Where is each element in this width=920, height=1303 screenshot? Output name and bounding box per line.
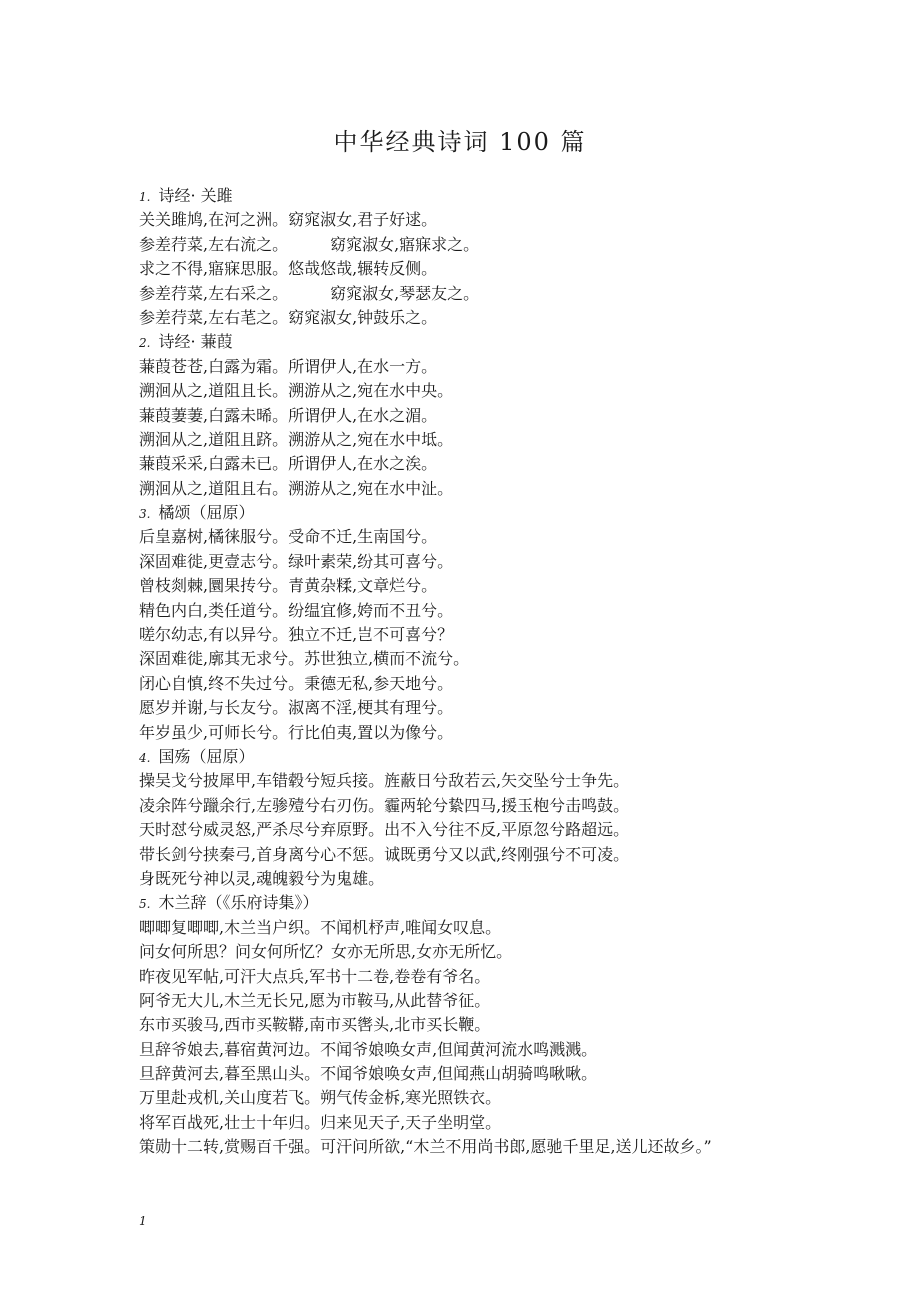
poem-title: 诗经· 蒹葭: [158, 332, 233, 352]
poem-line: 溯洄从之,道阻且长。溯游从之,宛在水中央。: [139, 381, 454, 401]
poem-line: [139, 282, 779, 306]
poem-line: 天时怼兮威灵怒,严杀尽兮弃原野。出不入兮往不反,平原忽兮路超远。: [139, 820, 630, 840]
poem-line: 身既死兮神以灵,魂魄毅兮为鬼雄。: [139, 868, 385, 888]
poem-line: 蒹葭萋萋,白露未晞。所谓伊人,在水之湄。: [139, 405, 438, 425]
poem-line: 后皇嘉树,橘徕服兮。受命不迁,生南国兮。: [139, 527, 438, 547]
poem-heading: [139, 501, 779, 525]
poem-line: 唧唧复唧唧,木兰当户织。不闻机杼声,唯闻女叹息。: [139, 917, 502, 937]
poem-number: 2.: [139, 336, 151, 351]
poem-line: 蒹葭采采,白露未已。所谓伊人,在水之涘。: [139, 454, 438, 474]
page-title: 中华经典诗词 100 篇: [333, 128, 587, 156]
poem-line-segment: 窈窕淑女,琴瑟友之。: [330, 283, 480, 303]
poem-line: 凌余阵兮躐余行,左骖殪兮右刃伤。霾两轮兮絷四马,援玉枹兮击鸣鼓。: [139, 795, 630, 815]
poem-line: 求之不得,寤寐思服。悠哉悠哉,辗转反侧。: [139, 259, 438, 279]
poem-line: 东市买骏马,西市买鞍鞯,南市买辔头,北市买长鞭。: [139, 1015, 491, 1035]
poem-line: 溯洄从之,道阻且跻。溯游从之,宛在水中坻。: [139, 429, 454, 449]
poem-line: 问女何所思？问女何所忆？女亦无所思,女亦无所忆。: [139, 942, 513, 962]
poem-line-segment: 窈窕淑女,寤寐求之。: [330, 234, 480, 254]
poem-number: 3.: [139, 507, 151, 522]
poem-line: 旦辞黄河去,暮至黑山头。不闻爷娘唤女声,但闻燕山胡骑鸣啾啾。: [139, 1064, 598, 1084]
poem-line: 将军百战死,壮士十年归。归来见天子,天子坐明堂。: [139, 1112, 502, 1132]
poem-title: 国殇（屈原）: [158, 746, 255, 766]
poem-line: 昨夜见军帖,可汗大点兵,军书十二卷,卷卷有爷名。: [139, 966, 491, 986]
poem-line: 溯洄从之,道阻且右。溯游从之,宛在水中沚。: [139, 478, 454, 498]
poem-title: 橘颂（屈原）: [158, 503, 255, 523]
poem-line: 策勋十二转,赏赐百千强。可汗问所欲,“木兰不用尚书郎,愿驰千里足,送儿还故乡。”: [139, 1137, 712, 1157]
poem-line: 闭心自慎,终不失过兮。秉德无私,参天地兮。: [139, 673, 454, 693]
poem-line: 操吴戈兮披犀甲,车错毂兮短兵接。旌蔽日兮敌若云,矢交坠兮士争先。: [139, 771, 630, 791]
poem-line: [139, 233, 779, 257]
poem-line: 深固难徙,更壹志兮。绿叶素荣,纷其可喜兮。: [139, 551, 454, 571]
poem-number: 1.: [139, 190, 151, 204]
poem-line: 参差荇菜,左右芼之。窈窕淑女,钟鼓乐之。: [139, 307, 438, 327]
poem-line: 阿爷无大儿,木兰无长兄,愿为市鞍马,从此替爷征。: [139, 990, 491, 1010]
poem-line: 嗟尔幼志,有以异兮。独立不迁,岂不可喜兮？: [139, 625, 454, 645]
poem-line: 愿岁并谢,与长友兮。淑离不淫,梗其有理兮。: [139, 698, 454, 718]
poem-line: 精色内白,类任道兮。纷缊宜修,姱而不丑兮。: [139, 600, 454, 620]
poem-heading: [139, 330, 779, 354]
poem-line: 带长剑兮挟秦弓,首身离兮心不惩。诚既勇兮又以武,终刚强兮不可凌。: [139, 844, 630, 864]
poem-line: 蒹葭苍苍,白露为霜。所谓伊人,在水一方。: [139, 356, 438, 376]
poem-heading: [139, 184, 779, 208]
poem-number: 4.: [139, 750, 151, 765]
poem-title: 木兰辞（《乐府诗集》）: [158, 893, 319, 913]
poem-title: 诗经· 关雎: [158, 186, 233, 205]
poem-heading: [139, 891, 779, 915]
poem-line: 年岁虽少,可师长兮。行比伯夷,置以为像兮。: [139, 722, 454, 742]
poem-line-segment: 参差荇菜,左右采之。: [139, 283, 289, 303]
poem-line: 曾枝剡棘,圜果抟兮。青黄杂糅,文章烂兮。: [139, 576, 438, 596]
poem-heading: [139, 745, 779, 769]
page-number: 1: [139, 1214, 147, 1228]
poem-line: 旦辞爷娘去,暮宿黄河边。不闻爷娘唤女声,但闻黄河流水鸣溅溅。: [139, 1039, 598, 1059]
poem-line-segment: 参差荇菜,左右流之。: [139, 234, 289, 254]
poem-line: 深固难徙,廓其无求兮。苏世独立,横而不流兮。: [139, 649, 470, 669]
poem-number: 5.: [139, 897, 151, 912]
poem-list: [139, 184, 779, 1160]
poem-line: 关关雎鸠,在河之洲。窈窕淑女,君子好逑。: [139, 210, 438, 230]
poem-line: 万里赴戎机,关山度若飞。朔气传金柝,寒光照铁衣。: [139, 1088, 502, 1108]
